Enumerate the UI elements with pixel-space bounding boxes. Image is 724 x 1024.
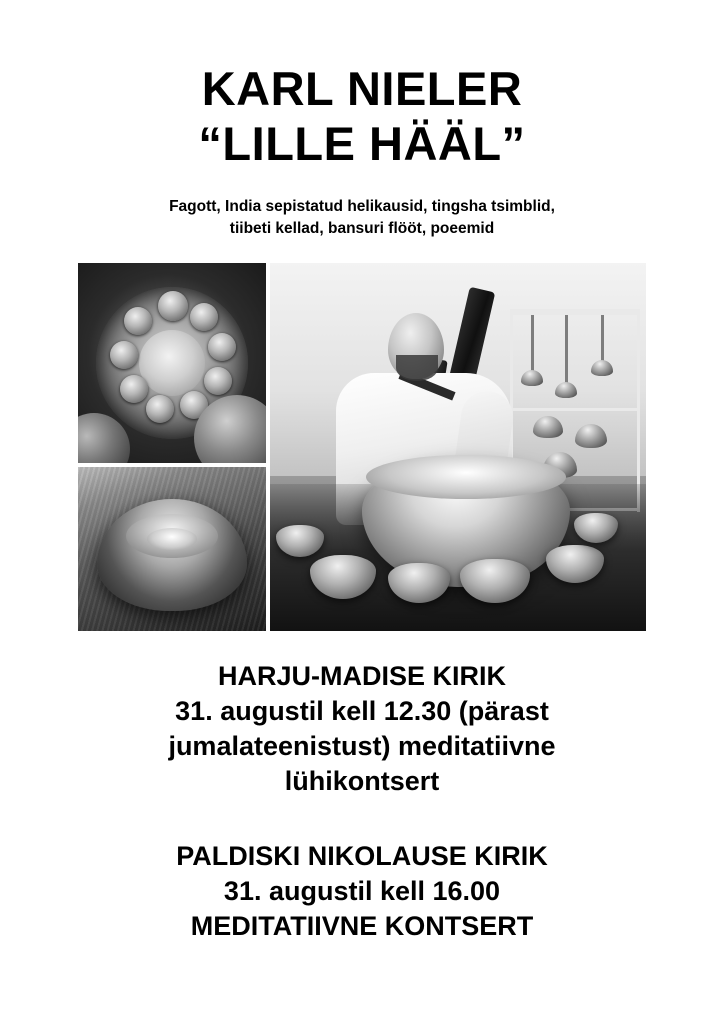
- event-info: [0, 659, 724, 945]
- tibetan-bell: [533, 416, 563, 438]
- photo-column-left: [78, 263, 266, 631]
- mini-bowl: [146, 395, 174, 423]
- page-title-line-2: “LILLE HÄÄL”: [198, 116, 526, 170]
- page-title-line-1: KARL NIELER: [201, 62, 523, 115]
- performer-beard: [396, 355, 438, 381]
- tibetan-bell: [575, 424, 607, 448]
- mini-bowl: [158, 291, 188, 321]
- chime-cord: [565, 315, 568, 389]
- tibetan-bell: [555, 382, 577, 398]
- event-detail-line: 31. augustil kell 16.00: [223, 876, 501, 907]
- instrument-list: [0, 196, 724, 241]
- tibetan-bell: [591, 360, 613, 376]
- event-detail-line: MEDITATIIVNE KONTSERT: [190, 911, 534, 942]
- instrument-list-line-1: Fagott, India sepistatud helikausid, tingsha tsimblid,: [169, 197, 555, 215]
- event-detail-line: 31. augustil kell 12.30 (pärast: [175, 696, 549, 726]
- venue-name: PALDISKI NIKOLAUSE KIRIK: [176, 841, 548, 872]
- bowl-tray-center: [139, 330, 205, 396]
- mini-bowl: [110, 341, 138, 369]
- rack-bar: [513, 408, 637, 411]
- performer-with-bassoon-and-bowls-photo: [270, 263, 646, 631]
- event-entry: [0, 839, 724, 944]
- spacer: [0, 799, 724, 839]
- event-entry: [0, 659, 724, 799]
- singing-bowls-circle-photo: [78, 263, 266, 463]
- chime-cord: [601, 315, 604, 365]
- large-singing-bowl-photo: [78, 467, 266, 631]
- singing-bowl-core: [147, 528, 197, 550]
- photo-collage: [78, 263, 646, 631]
- tibetan-bell: [521, 370, 543, 386]
- instrument-list-line-2: tiibeti kellad, bansuri flööt, poeemid: [229, 220, 495, 238]
- mini-bowl: [204, 367, 232, 395]
- chime-cord: [531, 315, 534, 375]
- venue-name: HARJU-MADISE KIRIK: [217, 660, 506, 691]
- title-block: [0, 0, 724, 172]
- event-detail-line: lühikontsert: [284, 766, 440, 797]
- event-detail-line: jumalateenistust) meditatiivne: [168, 731, 556, 762]
- mini-bowl: [190, 303, 218, 331]
- mini-bowl: [120, 375, 148, 403]
- mini-bowl: [124, 307, 152, 335]
- mini-bowl: [208, 333, 236, 361]
- large-front-singing-bowl-rim: [366, 455, 566, 499]
